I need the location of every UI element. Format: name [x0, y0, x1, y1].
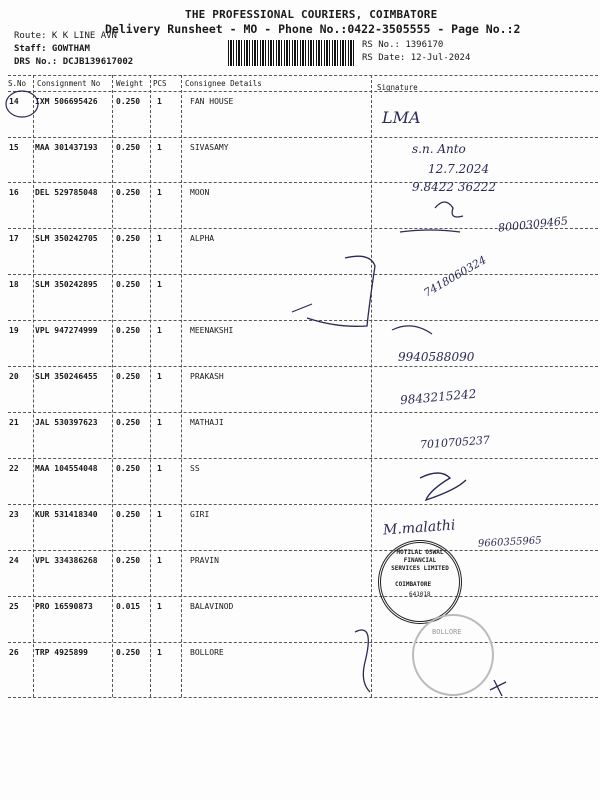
row-pcs: 1	[157, 418, 162, 427]
runsheet-title: Delivery Runsheet - MO - Phone No.:0422-3505555 - Page No.:2	[105, 22, 521, 36]
signature-16-phone: 8000309465	[497, 214, 569, 235]
row-pcs: 1	[157, 602, 162, 611]
row-weight: 0.250	[116, 510, 141, 519]
row-weight: 0.250	[116, 143, 141, 152]
signature-19-phone: 9940588090	[398, 350, 475, 364]
row-sno: 26	[9, 648, 19, 657]
row-consignee: GIRI	[190, 510, 210, 519]
col-header-weight: Weight	[116, 79, 144, 88]
row-sno: 25	[9, 602, 19, 611]
row-consignee: MEENAKSHI	[190, 326, 234, 335]
signature-21-phone: 7010705237	[419, 433, 491, 452]
row-pcs: 1	[157, 648, 162, 657]
row-consignee: SS	[190, 464, 200, 473]
row-consignment: SLM 350242705	[35, 234, 98, 243]
row-pcs: 1	[157, 280, 162, 289]
row-pcs: 1	[157, 326, 162, 335]
row-weight: 0.250	[116, 418, 141, 427]
row-consignee: BOLLORE	[190, 648, 224, 657]
row-sno: 15	[9, 143, 19, 152]
row-weight: 0.015	[116, 602, 141, 611]
seal-pin: 641018	[409, 591, 431, 598]
seal2-text: BOLLORE	[432, 628, 462, 636]
row-consignee: PRAVIN	[190, 556, 219, 565]
row-consignment: TRP 4925899	[35, 648, 88, 657]
row-weight: 0.250	[116, 556, 141, 565]
row-sno: 16	[9, 188, 19, 197]
row-pcs: 1	[157, 188, 162, 197]
row-consignment: JAL 530397623	[35, 418, 98, 427]
row-sno: 14	[9, 97, 19, 106]
signature-15-date: 12.7.2024	[428, 162, 490, 176]
row-consignee: FAN HOUSE	[190, 97, 234, 106]
staff: Staff: GOWTHAM	[14, 44, 90, 54]
row-consignment: DEL 529785048	[35, 188, 98, 197]
row-weight: 0.250	[116, 188, 141, 197]
signature-14: LMA	[382, 108, 421, 127]
row-pcs: 1	[157, 97, 162, 106]
row-consignment: KUR 531418340	[35, 510, 98, 519]
row-consignee: BALAVINOD	[190, 602, 234, 611]
bollore-seal	[412, 614, 494, 696]
signature-23-name: M.malathi	[382, 517, 456, 539]
row-consignee: ALPHA	[190, 234, 215, 243]
row-consignment: IXM 506695426	[35, 97, 98, 106]
row-weight: 0.250	[116, 280, 141, 289]
row-weight: 0.250	[116, 97, 141, 106]
route: Route: K K LINE AVN	[14, 31, 117, 41]
row-sno: 22	[9, 464, 19, 473]
row-sno: 17	[9, 234, 19, 243]
row-sno: 24	[9, 556, 19, 565]
signature-20-phone: 9843215242	[399, 386, 477, 408]
row-consignee: PRAKASH	[190, 372, 224, 381]
col-header-signature: Signature	[377, 83, 418, 92]
col-header-consignment: Consignment No	[37, 79, 101, 88]
row-consignee: MOON	[190, 188, 210, 197]
row-weight: 0.250	[116, 648, 141, 657]
row-weight: 0.250	[116, 234, 141, 243]
row-sno: 23	[9, 510, 19, 519]
row-consignment: MAA 301437193	[35, 143, 98, 152]
col-header-pcs: PCS	[153, 79, 167, 88]
company-name: THE PROFESSIONAL COURIERS, COIMBATORE	[185, 8, 438, 21]
row-weight: 0.250	[116, 464, 141, 473]
drs-number: DRS No.: DCJB139617002	[14, 57, 134, 67]
row-consignee: MATHAJI	[190, 418, 224, 427]
row-consignment: VPL 947274999	[35, 326, 98, 335]
signature-15-phone: 9.8422 36222	[412, 180, 496, 194]
row-pcs: 1	[157, 464, 162, 473]
row-pcs: 1	[157, 234, 162, 243]
seal-text: MOTILAL OSWAL FINANCIAL SERVICES LIMITED	[391, 549, 449, 572]
seal-city: COIMBATORE	[395, 581, 432, 588]
row-consignment: VPL 334386268	[35, 556, 98, 565]
signature-17-phone: 7418060324	[421, 253, 489, 300]
row-consignment: MAA 104554048	[35, 464, 98, 473]
row-pcs: 1	[157, 143, 162, 152]
row-consignment: SLM 350246455	[35, 372, 98, 381]
row-pcs: 1	[157, 510, 162, 519]
company-seal	[378, 540, 462, 624]
rs-date: RS Date: 12-Jul-2024	[362, 53, 471, 63]
row-consignment: PRO 16590873	[35, 602, 93, 611]
row-pcs: 1	[157, 372, 162, 381]
row-sno: 21	[9, 418, 19, 427]
row-weight: 0.250	[116, 326, 141, 335]
col-header-consignee: Consignee Details	[185, 79, 262, 88]
row-pcs: 1	[157, 556, 162, 565]
row-sno: 19	[9, 326, 19, 335]
row-weight: 0.250	[116, 372, 141, 381]
rs-number: RS No.: 1396170	[362, 40, 444, 50]
row-consignee: SIVASAMY	[190, 143, 229, 152]
row-sno: 20	[9, 372, 19, 381]
row-sno: 18	[9, 280, 19, 289]
signature-24-phone: 9660355965	[477, 535, 542, 550]
signature-15: s.n. Anto	[412, 142, 466, 156]
row-consignment: SLM 350242895	[35, 280, 98, 289]
col-header-sno: S.No	[8, 79, 27, 88]
